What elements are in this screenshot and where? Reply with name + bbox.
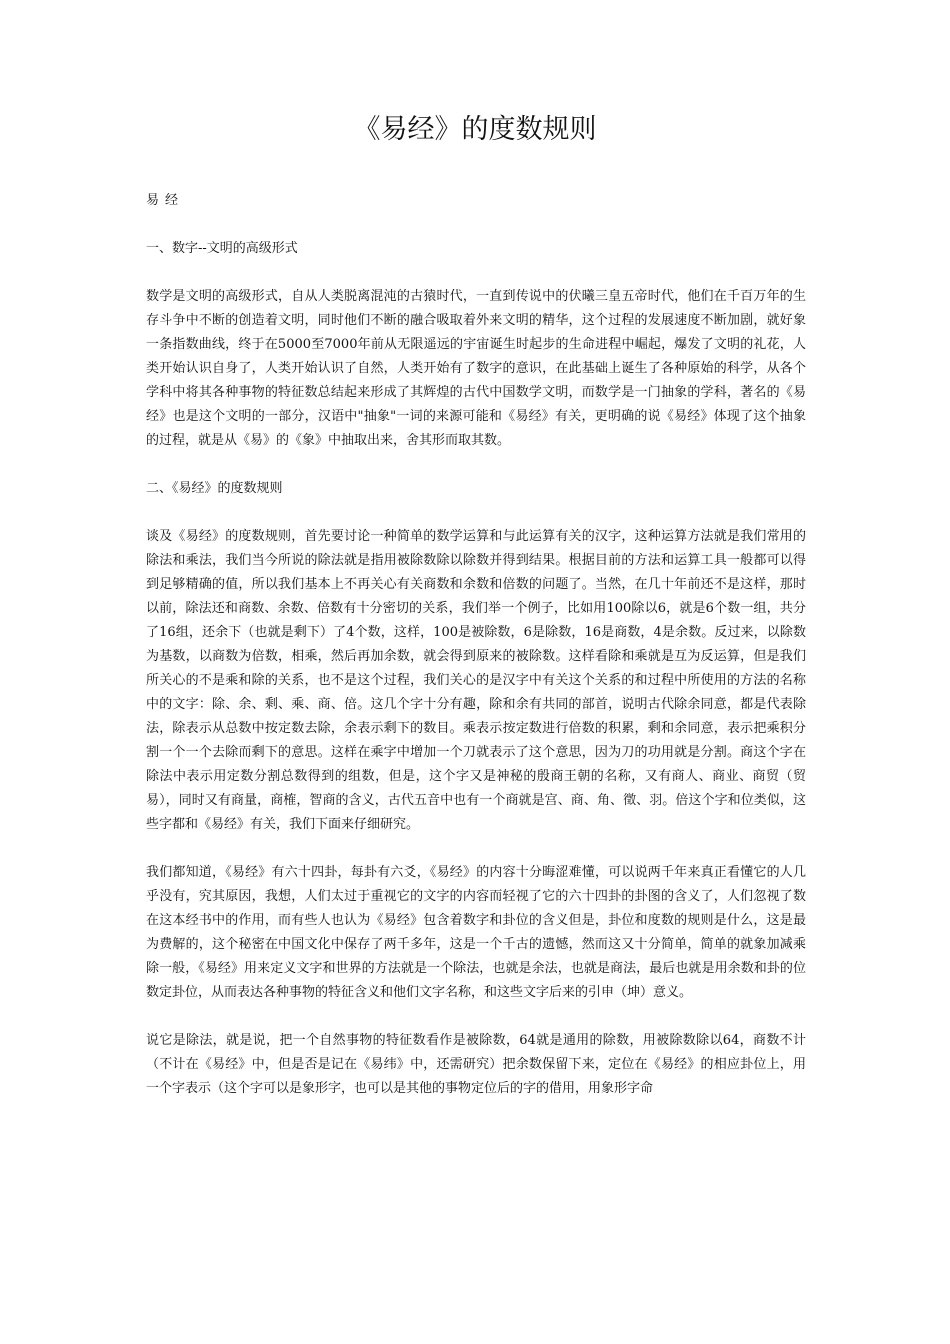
author-line: 易经	[146, 193, 185, 208]
paragraph: 我们都知道，《易经》有六十四卦，每卦有六爻，《易经》的内容十分晦涩难懂，可以说两千年来真正看懂它的人几乎没有，究其原因，我想，人们太过于重视它的文字的内容而轻视了它的六十四卦的卦图的含义了，人们忽视了数在这本经书中的作用，而有些人也认为《易经》包含着数字和卦位的含义但是，卦位和度数的规则是什么，这是最为费解的，这个秘密在中国文化中保存了两千多年，这是一个千古的遗憾，然而这又十分简单，简单的就象加减乘除一般，《易经》用来定义文字和世界的方法就是一个除法，也就是余法，也就是商法，最后也就是用余数和卦的位数定卦位，从而表达各种事物的特征含义和他们文字名称，和这些文字后来的引申（坤）意义。	[146, 865, 806, 1000]
section-heading: 一、数字--文明的高级形式	[146, 241, 298, 256]
paragraph: 说它是除法，就是说，把一个自然事物的特征数看作是被除数，64就是通用的除数，用被除数除以64，商数不计（不计在《易经》中，但是否是记在《易纬》中，还需研究）把余数保留下来，定位在《易经》的相应卦位上，用一个字表示（这个字可以是象形字，也可以是其他的事物定位后的字的借用，用象形字命	[146, 1033, 806, 1096]
paragraph: 谈及《易经》的度数规则，首先要讨论一种简单的数学运算和与此运算有关的汉字，这种运算方法就是我们常用的除法和乘法，我们当今所说的除法就是指用被除数除以除数并得到结果。根据目前的方法和运算工具一般都可以得到足够精确的值，所以我们基本上不再关心有关商数和余数和倍数的问题了。当然，在几十年前还不是这样，那时以前，除法还和商数、余数、倍数有十分密切的关系，我们举一个例子，比如用100除以6，就是6个数一组，共分了16组，还余下（也就是剩下）了4个数，这样，100是被除数，6是除数，16是商数，4是余数。反过来，以除数为基数，以商数为倍数，相乘，然后再加余数，就会得到原来的被除数。这样看除和乘就是互为反运算，但是我们所关心的不是乘和除的关系，也不是这个过程，我们关心的是汉字中有关这个关系的和过程中所使用的方法的名称中的文字：除、余、剩、乘、商、倍。这几个字十分有趣，除和余有共同的部首，说明古代除余同意，都是代表除法，除表示从总数中按定数去除，余表示剩下的数目。乘表示按定数进行倍数的积累，剩和余同意，表示把乘积分割一个一个去除而剩下的意思。这样在乘字中增加一个刀就表示了这个意思，因为刀的功用就是分割。商这个字在除法中表示用定数分割总数得到的组数，但是，这个字又是神秘的殷商王朝的名称，又有商人、商业、商贸（贸易），同时又有商量，商榷，智商的含义，古代五音中也有一个商就是宫、商、角、徵、羽。倍这个字和位类似，这些字都和《易经》有关，我们下面来仔细研究。	[146, 529, 806, 832]
section-heading: 二、《易经》的度数规则	[146, 481, 283, 496]
paragraph: 数学是文明的高级形式，自从人类脱离混沌的古猿时代，一直到传说中的伏曦三皇五帝时代，他们在千百万年的生存斗争中不断的创造着文明，同时他们不断的融合吸取着外来文明的精华，这个过程的发展速度不断加剧，就好象一条指数曲线，终于在5000至7000年前从无限遥远的宇宙诞生时起步的生命进程中崛起，爆发了文明的礼花，人类开始认识自身了，人类开始认识了自然，人类开始有了数字的意识，在此基础上诞生了各种原始的科学，从各个学科中将其各种事物的特征数总结起来形成了其辉煌的古代中国数学文明，而数学是一门抽象的学科，著名的《易经》也是这个文明的一部分，汉语中"抽象"一词的来源可能和《易经》有关，更明确的说《易经》体现了这个抽象的过程，就是从《易》的《象》中抽取出来，舍其形而取其数。	[146, 289, 806, 448]
document-body	[146, 189, 806, 1101]
document-title: 《易经》的度数规则	[353, 114, 597, 145]
